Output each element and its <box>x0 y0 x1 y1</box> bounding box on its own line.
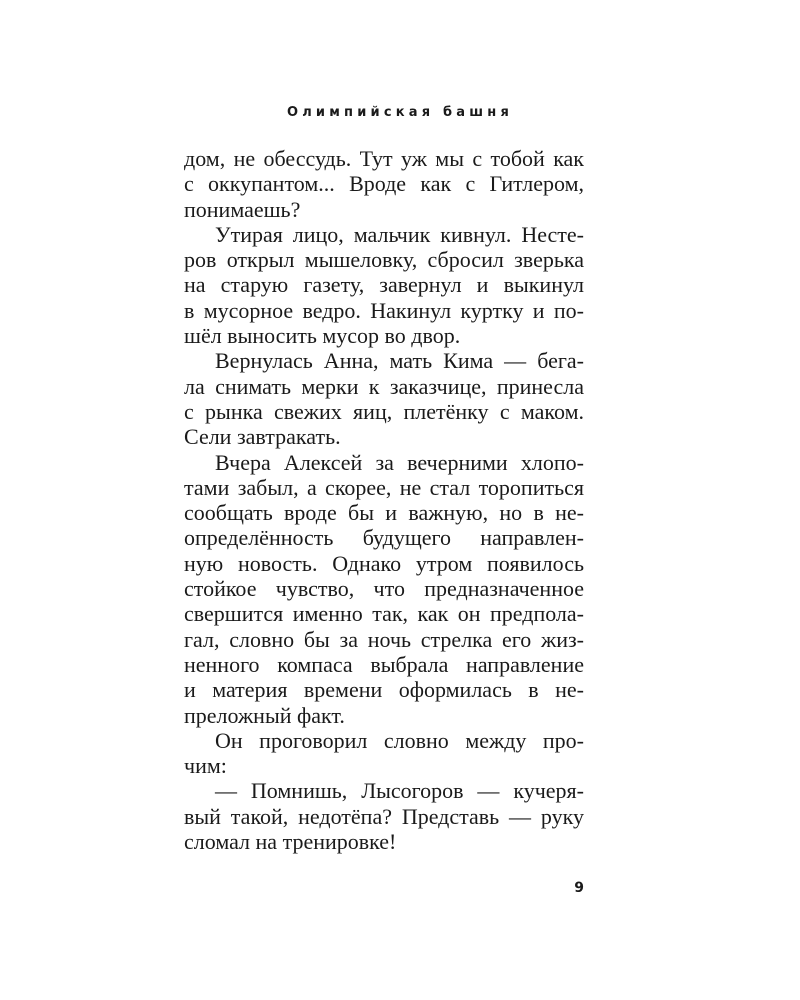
text-line: с рынка свежих яиц, плетёнку с маком. <box>184 398 584 424</box>
text-line: определённость будущего направлен- <box>184 525 584 551</box>
text-line: свершится именно так, как он предпола- <box>184 601 584 627</box>
text-line: Он проговорил словно между про- <box>215 727 584 753</box>
text-line: в мусорное ведро. Накинул куртку и по- <box>184 297 584 323</box>
text-line: на старую газету, завернул и выкинул <box>184 272 584 298</box>
text-line: сообщать вроде бы и важную, но в не- <box>184 500 584 526</box>
text-line: гал, словно бы за ночь стрелка его жиз- <box>184 626 584 652</box>
text-line: ла снимать мерки к заказчице, принесла <box>184 373 584 399</box>
page-number: 9 <box>574 880 584 896</box>
text-line: Утирая лицо, мальчик кивнул. Несте- <box>215 221 584 247</box>
running-head: Олимпийская башня <box>286 105 514 120</box>
text-line: ров открыл мышеловку, сбросил зверька <box>184 247 584 273</box>
text-line: стойкое чувство, что предназначенное <box>184 576 584 602</box>
text-line: тами забыл, а скорее, не стал торопиться <box>184 474 584 500</box>
text-line: ненного компаса выбрала направление <box>184 651 584 677</box>
text-line: и материя времени оформилась в не- <box>184 677 584 703</box>
text-line: Сели завтракать. <box>184 424 341 450</box>
text-line: с оккупантом... Вроде как с Гитлером, <box>184 171 584 197</box>
text-line: Вернулась Анна, мать Кима — бега- <box>215 348 584 374</box>
text-line: Вчера Алексей за вечерними хлопо- <box>215 449 584 475</box>
text-line: преложный факт. <box>184 702 345 728</box>
text-line: сломал на тренировке! <box>184 829 397 855</box>
text-line: понимаешь? <box>184 196 301 222</box>
text-line: шёл выносить мусор во двор. <box>184 323 461 349</box>
text-line: ную новость. Однако утром появилось <box>184 550 584 576</box>
body-text <box>184 146 584 854</box>
text-line: вый такой, недотёпа? Представь — руку <box>184 803 584 829</box>
text-line: чим: <box>184 753 227 779</box>
text-line: — Помнишь, Лысогоров — кучеря- <box>215 778 584 804</box>
text-line: дом, не обессудь. Тут уж мы с тобой как <box>184 146 584 171</box>
